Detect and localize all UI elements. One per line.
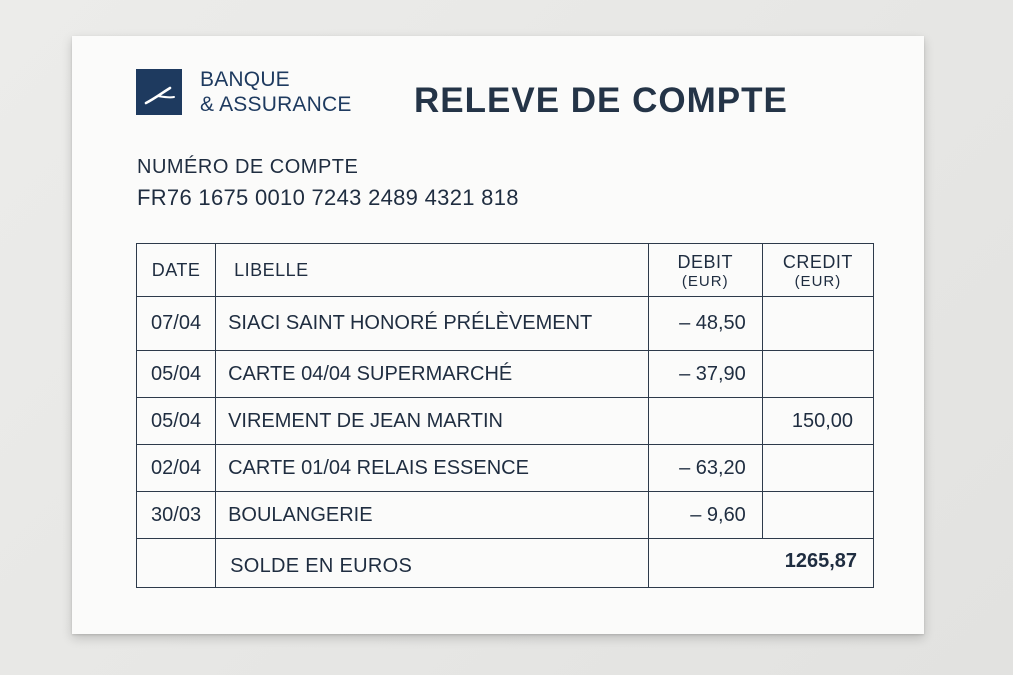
account-number: FR76 1675 0010 7243 2489 4321 818	[137, 185, 519, 210]
row-libelle: CARTE 04/04 SUPERMARCHÉ	[216, 351, 649, 398]
row-debit: – 48,50	[648, 297, 762, 351]
row-date: 05/04	[137, 398, 216, 445]
header-date: DATE	[137, 244, 216, 297]
balance-label: SOLDE EN EUROS	[216, 539, 649, 588]
row-credit	[762, 445, 873, 492]
row-credit: 150,00	[762, 398, 873, 445]
row-libelle: BOULANGERIE	[216, 492, 649, 539]
row-date: 07/04	[137, 297, 216, 351]
row-date: 05/04	[137, 351, 216, 398]
row-libelle: SIACI SAINT HONORÉ PRÉLÈVEMENT	[216, 297, 649, 351]
row-debit: – 63,20	[648, 445, 762, 492]
row-date: 02/04	[137, 445, 216, 492]
header-credit-unit: (EUR)	[794, 272, 842, 290]
row-credit	[762, 297, 873, 351]
balance-row	[137, 539, 874, 588]
balance-empty-cell	[137, 539, 216, 588]
bank-logo	[136, 69, 182, 115]
balance-value: 1265,87	[648, 539, 873, 588]
table-row	[137, 398, 874, 445]
header-debit-unit: (EUR)	[681, 272, 729, 290]
account-number-label: NUMÉRO DE COMPTE	[137, 156, 359, 178]
header-credit	[762, 244, 873, 297]
row-libelle: CARTE 01/04 RELAIS ESSENCE	[216, 445, 649, 492]
row-credit	[762, 492, 873, 539]
row-date: 30/03	[137, 492, 216, 539]
statement-card	[72, 36, 924, 634]
header-libelle: LIBELLE	[216, 244, 649, 297]
table-row	[137, 297, 874, 351]
swoosh-icon	[136, 69, 182, 115]
header-credit-label: CREDIT	[782, 251, 853, 272]
header-debit-label: DEBIT	[677, 251, 733, 272]
table-header-row	[137, 244, 874, 297]
bank-name-line1: BANQUE	[200, 68, 290, 91]
row-credit	[762, 351, 873, 398]
table-row	[137, 492, 874, 539]
bank-name	[200, 67, 352, 117]
row-debit: – 37,90	[648, 351, 762, 398]
row-debit	[648, 398, 762, 445]
header-debit	[648, 244, 762, 297]
table-row	[137, 445, 874, 492]
table-row	[137, 351, 874, 398]
row-debit: – 9,60	[648, 492, 762, 539]
transactions-table	[136, 243, 874, 588]
row-libelle: VIREMENT DE JEAN MARTIN	[216, 398, 649, 445]
document-title: RELEVE DE COMPTE	[414, 81, 788, 120]
bank-name-line2: & ASSURANCE	[200, 93, 352, 116]
